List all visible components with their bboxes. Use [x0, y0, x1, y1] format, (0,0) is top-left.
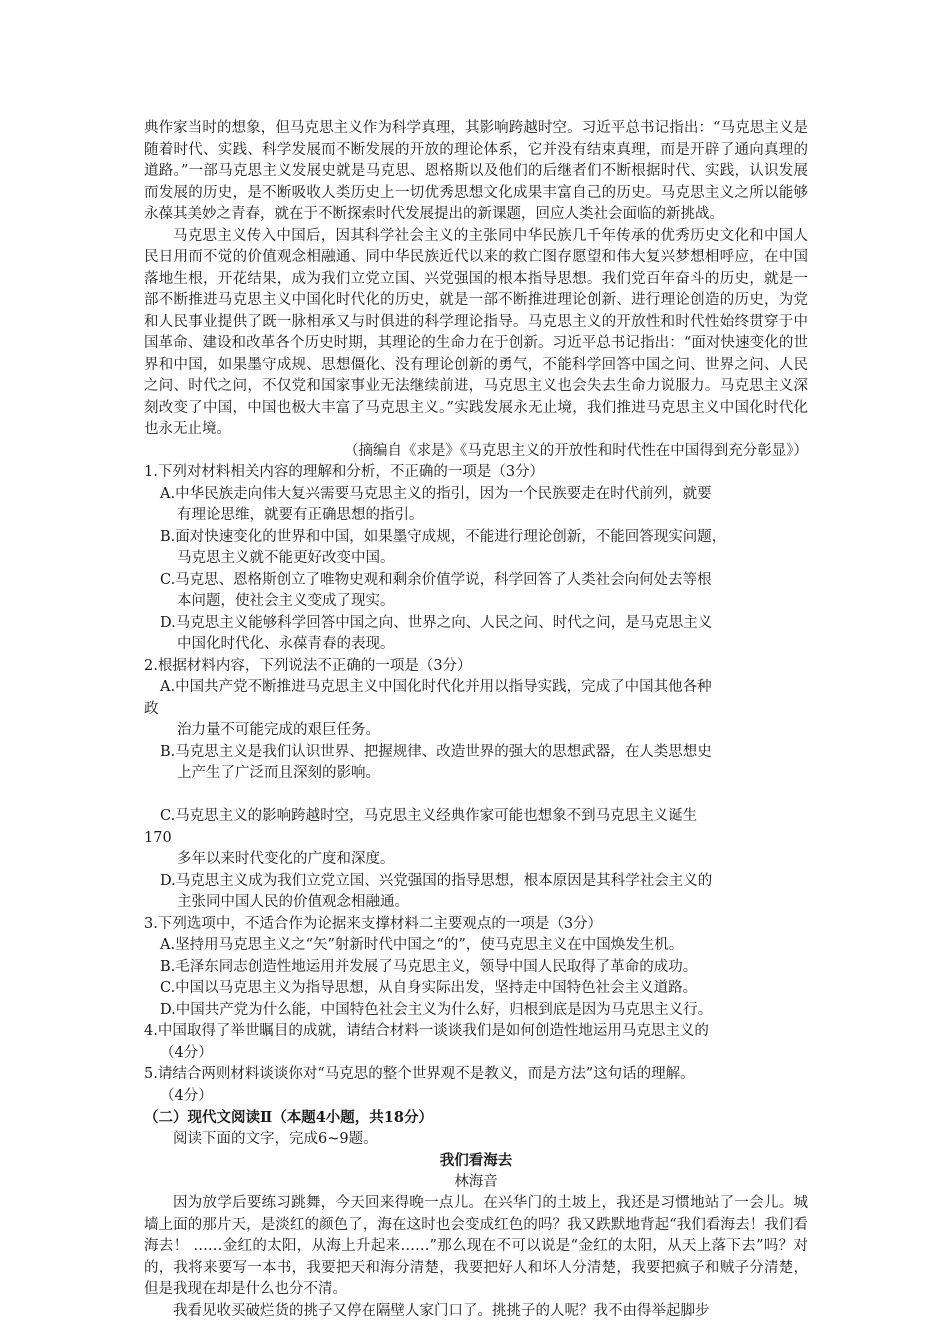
question-2-option-d-cont: 主张同中国人民的价值观念相融通。: [177, 894, 409, 910]
question-2-option-b-cont: 上产生了广泛而且深刻的影响。: [177, 765, 380, 781]
document-page: [144, 118, 808, 1322]
question-3-option-d: D.中国共产党为什么能，中国特色社会主义为什么好，归根到底是因为马克思主义行。: [160, 1001, 713, 1018]
question-2-option-a-wrap: 政: [144, 700, 159, 717]
question-5-score: （4分）: [160, 1087, 213, 1104]
story-author: 林海音: [454, 1173, 498, 1190]
question-1-option-b: B.面对快速变化的世界和中国，如果墨守成规，不能进行理论创新，不能回答现实问题，: [160, 528, 727, 545]
question-2-option-b: B.马克思主义是我们认识世界、把握规律、改造世界的强大的思想武器，在人类思想史: [160, 743, 712, 760]
blank-line: [144, 785, 808, 807]
question-1-stem: 1.下列对材料相关内容的理解和分析，不正确的一项是（3分）: [144, 464, 545, 480]
question-3-stem: 3.下列选项中，不适合作为论据来支撑材料二主要观点的一项是（3分）: [144, 915, 603, 932]
story-paragraph-2: 我看见收买破烂货的挑子又停在隔壁人家门口了。挑挑子的人呢？我不由得举起脚步: [173, 1302, 710, 1319]
question-1-option-a: A.中华民族走向伟大复兴需要马克思主义的指引，因为一个民族要走在时代前列，就要: [160, 485, 712, 502]
passage1-paragraph-1: 典作家当时的想象，但马克思主义作为科学真理，其影响跨越时空。习近平总书记指出：“马克思主义是随着时代、实践、科学发展而不断发展的开放的理论体系，它并没有结束真理，而是开辟了通向真理的道路。”一部马克思主义发展史就是马克思、恩格斯以及他们的后继者们不断根据时代、实践，认识发展而发展的历史，是不断吸收人类历史上一切优秀思想文化成果丰富自己的历史。马克思主义之所以能够永葆其美妙之青春，就在于不断探索时代发展提出的新课题，回应人类社会面临的新挑战。: [144, 120, 808, 222]
passage1-paragraph-2: 马克思主义传入中国后，因其科学社会主义的主张同中华民族几千年传承的优秀历史文化和中国人民日用而不觉的价值观念相融通、同中华民族近代以来的救亡图存愿望和伟大复兴梦想相呼应，在中国落地生根，开花结果，成为我们立党立国、兴党强国的根本指导思想。我们党百年奋斗的历史，就是一部不断推进马克思主义中国化时代化的历史，就是一部不断推进理论创新、进行理论创造的历史，为党和人民事业提供了既一脉相承又与时俱进的科学理论指导。马克思主义的开放性和时代性始终贯穿于中国革命、建设和改革各个历史时期，其理论的生命力在于创新。习近平总书记指出：“面对快速变化的世界和中国，如果墨守成规、思想僵化、没有理论创新的勇气，不能科学回答中国之问、世界之问、人民之问、时代之问，不仅党和国家事业无法继续前进，马克思主义也会失去生命力说服力。马克思主义深刻改变了中国，中国也极大丰富了马克思主义。”实践发展永无止境，我们推进马克思主义中国化时代化也永无止境。: [144, 227, 808, 437]
question-1-option-c: C.马克思、恩格斯创立了唯物史观和剩余价值学说，科学回答了人类社会向何处去等根: [160, 571, 712, 588]
question-5-stem: 5.请结合两则材料谈谈你对“马克思的整个世界观不是教义，而是方法”这句话的理解。: [144, 1066, 695, 1082]
question-3-option-b: B.毛泽东同志创造性地运用并发展了马克思主义，领导中国人民取得了革命的成功。: [160, 958, 698, 975]
question-4-stem: 4.中国取得了举世瞩目的成就，请结合材料一谈谈我们是如何创造性地运用马克思主义的: [144, 1023, 709, 1039]
question-2-option-c-wrap: 170: [144, 829, 172, 846]
question-2-option-a-cont: 治力量不可能完成的艰巨任务。: [177, 722, 380, 738]
question-1-option-c-cont: 本问题，使社会主义变成了现实。: [177, 593, 395, 609]
question-2-option-c-cont: 多年以来时代变化的广度和深度。: [177, 851, 395, 867]
question-2-stem: 2.根据材料内容，下列说法不正确的一项是（3分）: [144, 657, 472, 674]
question-3-option-c: C.中国以马克思主义为指导思想，从自身实际出发，坚持走中国特色社会主义道路。: [160, 980, 698, 996]
question-2-option-d: D.马克思主义成为我们立党立国、兴党强国的指导思想，根本原因是其科学社会主义的: [160, 872, 713, 889]
story-title: 我们看海去: [439, 1152, 513, 1169]
question-4-score: （4分）: [160, 1044, 213, 1061]
question-1-option-d: D.马克思主义能够科学回答中国之向、世界之向、人民之问、时代之问，是马克思主义: [160, 614, 713, 631]
question-1-option-a-cont: 有理论思维，就要有正确思想的指引。: [177, 507, 424, 523]
question-1-option-b-cont: 马克思主义就不能更好改变中国。: [177, 550, 395, 566]
question-3-option-a: A.坚持用马克思主义之“矢”射新时代中国之“的”，使马克思主义在中国焕发生机。: [160, 937, 684, 953]
section-2-instruction: 阅读下面的文字，完成6~9题。: [173, 1130, 378, 1147]
question-1-option-d-cont: 中国化时代化、永葆青春的表现。: [177, 636, 395, 652]
story-paragraph-1: 因为放学后要练习跳舞，今天回来得晚一点儿。在兴华门的土坡上，我还是习惯地站了一会儿。城墙上面的那片天，是淡红的颜色了，海在这时也会变成红色的吗？我又跌默地背起“我们看海去！我们看海去！ ……金红的太阳，从海上升起来……”那么现在不可以说是“金红的太阳，从天上落下去”吗？对的，我将来要写一本书，我要把天和海分清楚，我要把好人和坏人分清楚，我要把疯子和贼子分清楚，但是我现在却是什么也分不清。: [144, 1195, 808, 1297]
question-2-option-a: A.中国共产党不断推进马克思主义中国化时代化并用以指导实践，完成了中国其他各种: [160, 679, 712, 695]
section-2-heading: （二）现代文阅读Ⅱ（本题4小题，共18分）: [144, 1109, 433, 1126]
passage1-source: （摘编自《求是》《马克思主义的开放性和时代性在中国得到充分彰显》）: [344, 442, 808, 459]
question-2-option-c: C.马克思主义的影响跨越时空，马克思主义经典作家可能也想象不到马克思主义诞生: [160, 808, 698, 824]
